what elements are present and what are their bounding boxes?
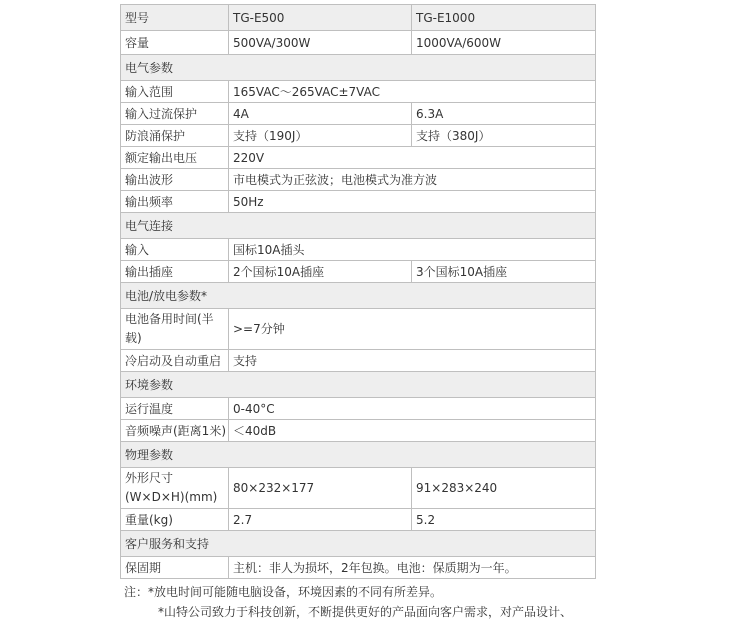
spec-label: 输入过流保护 [121, 103, 229, 125]
spec-label: 防浪涌保护 [121, 125, 229, 147]
header-model-tg-e500: TG-E500 [229, 5, 412, 31]
spec-value: 支持（190J） [229, 125, 412, 147]
table-row [121, 420, 596, 442]
section-header-row [121, 442, 596, 468]
spec-label: 输出插座 [121, 261, 229, 283]
header-model-label: 型号 [121, 5, 229, 31]
table-row [121, 103, 596, 125]
footnote-discharge: 注：*放电时间可能随电脑设备，环境因素的不同有所差异。 [124, 585, 443, 599]
section-title: 物理参数 [121, 442, 596, 468]
spec-value: 0-40°C [229, 398, 596, 420]
spec-label: 输出频率 [121, 191, 229, 213]
spec-value: 市电模式为正弦波；电池模式为准方波 [229, 169, 596, 191]
table-row [121, 239, 596, 261]
spec-label: 输出波形 [121, 169, 229, 191]
table-row [121, 557, 596, 579]
spec-table [120, 4, 596, 579]
section-header-row [121, 55, 596, 81]
spec-label: 保固期 [121, 557, 229, 579]
spec-label: 电池备用时间(半载) [121, 309, 229, 350]
spec-label: 输入范围 [121, 81, 229, 103]
spec-value: 支持 [229, 350, 596, 372]
table-row [121, 81, 596, 103]
spec-value: 50Hz [229, 191, 596, 213]
spec-value: 支持（380J） [412, 125, 596, 147]
section-title: 环境参数 [121, 372, 596, 398]
header-row [121, 5, 596, 31]
table-row [121, 191, 596, 213]
spec-value: 6.3A [412, 103, 596, 125]
table-row [121, 169, 596, 191]
footnote-company: *山特公司致力于科技创新，不断提供更好的产品面向客户需求，对产品设计、 [158, 605, 573, 619]
table-row [121, 125, 596, 147]
table-row [121, 261, 596, 283]
table-row [121, 398, 596, 420]
spec-value: 1000VA/600W [412, 31, 596, 55]
spec-value: 2个国标10A插座 [229, 261, 412, 283]
spec-label: 音频噪声(距离1米) [121, 420, 229, 442]
spec-value: 500VA/300W [229, 31, 412, 55]
section-title: 电气连接 [121, 213, 596, 239]
section-title: 电气参数 [121, 55, 596, 81]
spec-value: 国标10A插头 [229, 239, 596, 261]
spec-label: 冷启动及自动重启 [121, 350, 229, 372]
spec-value: 5.2 [412, 509, 596, 531]
spec-value: 220V [229, 147, 596, 169]
section-header-row [121, 372, 596, 398]
spec-value: 80×232×177 [229, 468, 412, 509]
section-header-row [121, 531, 596, 557]
section-title: 客户服务和支持 [121, 531, 596, 557]
spec-label: 额定输出电压 [121, 147, 229, 169]
spec-value: 91×283×240 [412, 468, 596, 509]
table-row [121, 309, 596, 350]
spec-label: 重量(kg) [121, 509, 229, 531]
spec-value: 4A [229, 103, 412, 125]
spec-value: 165VAC～265VAC±7VAC [229, 81, 596, 103]
spec-value: 3个国标10A插座 [412, 261, 596, 283]
table-row [121, 509, 596, 531]
spec-value: ＜40dB [229, 420, 596, 442]
table-row [121, 468, 596, 509]
spec-label: 容量 [121, 31, 229, 55]
spec-label: 外形尺寸(W×D×H)(mm) [121, 468, 229, 509]
section-header-row [121, 213, 596, 239]
section-header-row [121, 283, 596, 309]
spec-value: 2.7 [229, 509, 412, 531]
table-row [121, 147, 596, 169]
header-model-tg-e1000: TG-E1000 [412, 5, 596, 31]
spec-value: 主机：非人为损坏，2年包换。电池：保质期为一年。 [229, 557, 596, 579]
spec-table-body [121, 5, 596, 579]
section-title: 电池/放电参数* [121, 283, 596, 309]
spec-value: >=7分钟 [229, 309, 596, 350]
table-row [121, 350, 596, 372]
spec-label: 输入 [121, 239, 229, 261]
spec-label: 运行温度 [121, 398, 229, 420]
table-row [121, 31, 596, 55]
